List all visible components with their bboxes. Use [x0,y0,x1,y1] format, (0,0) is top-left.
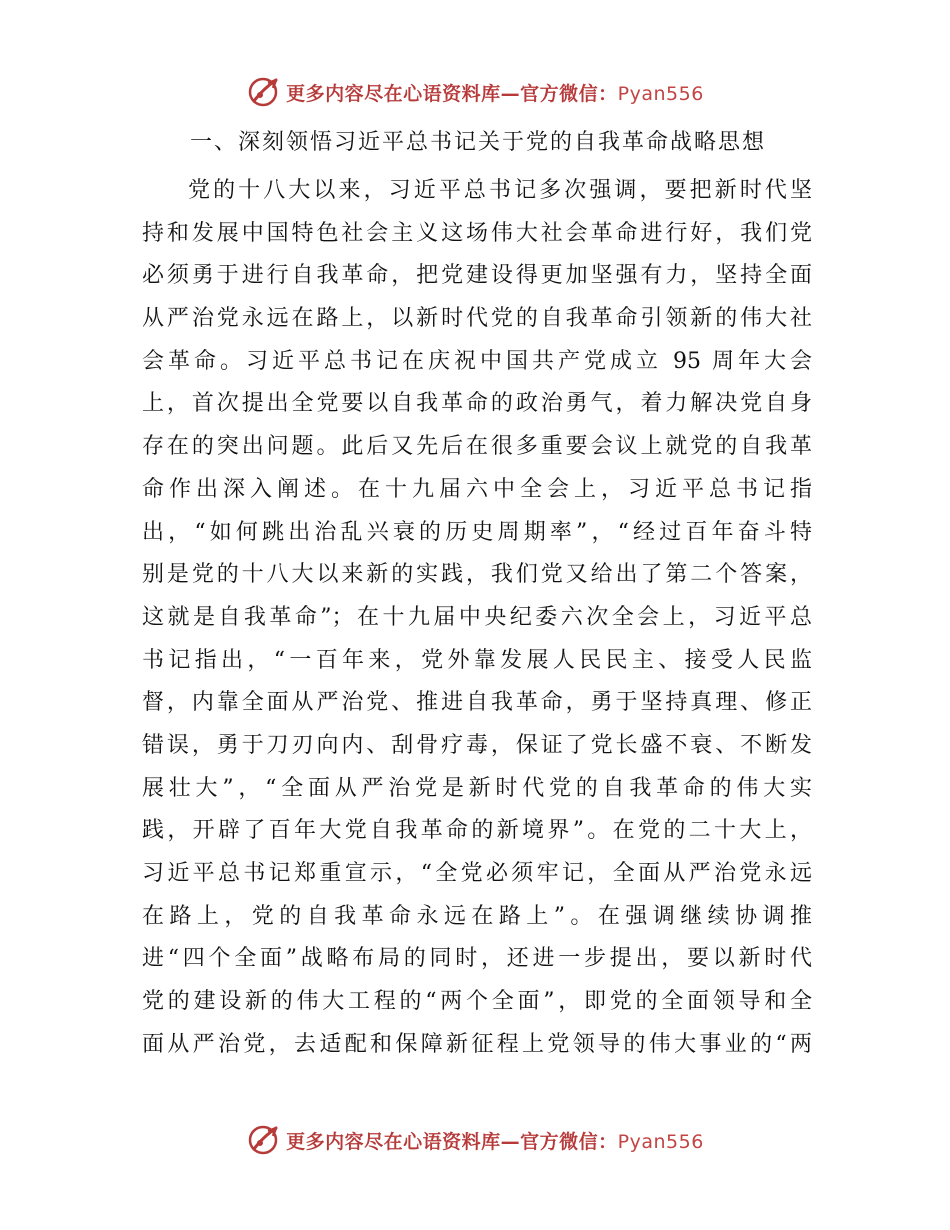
text-line: 从严治党永远在路上，以新时代党的自我革命引领新的伟大社 [142,306,812,332]
text-line: 书记指出，“一百年来，党外靠发展人民民主、接受人民监 [142,647,812,673]
watermark-text: 更多内容尽在心语资料库—官方微信：Pyan556 [286,1130,704,1153]
text-line: 督，内靠全面从严治党、推进自我革命，勇于坚持真理、修正 [142,690,812,716]
text-line: 展壮大”，“全面从严治党是新时代党的自我革命的伟大实 [142,775,812,801]
text-line: 进“四个全面”战略布局的同时，还进一步提出，要以新时代 [142,946,812,972]
text-line: 出，“如何跳出治乱兴衰的历史周期率”，“经过百年奋斗特 [142,519,812,545]
text-line: 践，开辟了百年大党自我革命的新境界”。在党的二十大上， [142,818,812,844]
header-watermark [0,72,950,112]
body-paragraph [142,170,812,1066]
text-line: 错误，勇于刀刃向内、刮骨疗毒，保证了党长盛不衰、不断发 [142,732,812,758]
text-line: 会革命。习近平总书记在庆祝中国共产党成立 95 周年大会 [142,348,812,374]
text-line: 上，首次提出全党要以自我革命的政治勇气，着力解决党自身 [142,391,812,417]
text-line: 在路上，党的自我革命永远在路上”。在强调继续协调推 [142,903,812,929]
text-line: 别是党的十八大以来新的实践，我们党又给出了第二个答案， [142,562,812,588]
text-line: 这就是自我革命”；在十九届中央纪委六次全会上，习近平总 [142,604,812,630]
text-line: 面从严治党，去适配和保障新征程上党领导的伟大事业的“两 [142,1031,812,1057]
text-line: 党的建设新的伟大工程的“两个全面”，即党的全面领导和全 [142,989,812,1015]
text-line: 党的十八大以来，习近平总书记多次强调，要把新时代坚 [188,178,812,203]
watermark-text: 更多内容尽在心语资料库—官方微信：Pyan556 [286,82,704,105]
section-heading: 一、深刻领悟习近平总书记关于党的自我革命战略思想 [190,130,767,155]
footer-watermark [0,1120,950,1160]
text-line: 命作出深入阐述。在十九届六中全会上，习近平总书记指 [142,476,812,502]
brand-logo-icon [246,1123,280,1157]
brand-logo-icon [246,75,280,109]
text-line: 必须勇于进行自我革命，把党建设得更加坚强有力，坚持全面 [142,263,812,289]
text-line: 存在的突出问题。此后又先后在很多重要会议上就党的自我革 [142,434,812,460]
text-line: 持和发展中国特色社会主义这场伟大社会革命进行好，我们党 [142,220,812,246]
text-line: 习近平总书记郑重宣示，“全党必须牢记，全面从严治党永远 [142,861,812,886]
